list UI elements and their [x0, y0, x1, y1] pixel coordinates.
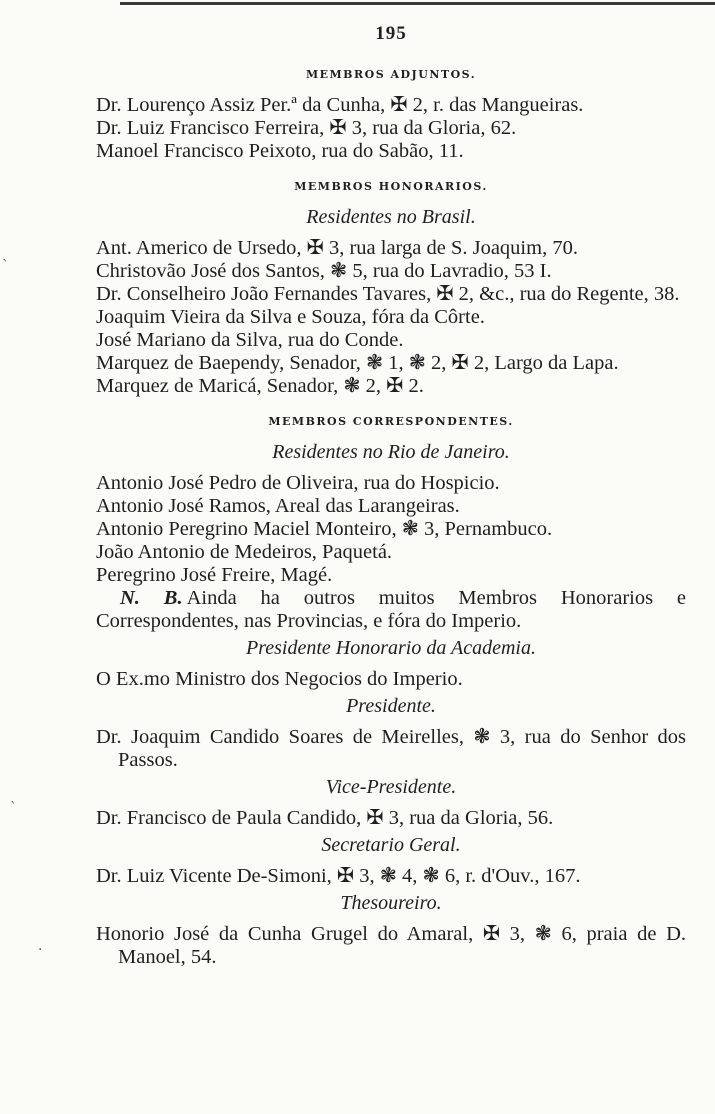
list-item: Dr. Luiz Francisco Ferreira, ✠ 3, rua da Gloria, 62. [96, 117, 517, 139]
office-title: Thesoureiro. [340, 892, 442, 914]
document-page [96, 20, 686, 969]
list-item: Dr. Joaquim Candido Soares de Meirelles, ❃ 3, rua do Senhor dos Passos. [96, 726, 686, 771]
nb-text: Ainda ha outros muitos Membros Honorarios e Correspondentes, nas Provincias, e fóra do Imperio. [96, 587, 687, 632]
list-item: Christovão José dos Santos, ❃ 5, rua do Lavradio, 53 I. [96, 260, 552, 282]
list-item: O Ex.mo Ministro dos Negocios do Imperio. [96, 668, 463, 690]
margin-mark: · [38, 942, 43, 958]
nb-label: N. B. [120, 587, 183, 609]
page-number: 195 [375, 23, 407, 44]
list-item: Ant. Americo de Ursedo, ✠ 3, rua larga de S. Joaquim, 70. [96, 237, 578, 259]
office-title: Secretario Geral. [321, 834, 461, 856]
top-rule [120, 2, 715, 8]
list-item: Dr. Francisco de Paula Candido, ✠ 3, rua da Gloria, 56. [96, 807, 554, 829]
section-membros-adjuntos [96, 63, 686, 163]
list-item: Joaquim Vieira da Silva e Souza, fóra da Côrte. [96, 306, 485, 328]
office-title: Vice-Presidente. [325, 776, 457, 798]
list-item: Dr. Luiz Vicente De-Simoni, ✠ 3, ❃ 4, ❃ 6, r. d'Ouv., 167. [96, 865, 581, 887]
list-item: Marquez de Baependy, Senador, ❃ 1, ❃ 2, ✠ 2, Largo da Lapa. [96, 352, 619, 374]
list-item: Antonio José Pedro de Oliveira, rua do Hospicio. [96, 472, 500, 494]
section-subheading: Residentes no Rio de Janeiro. [272, 441, 510, 463]
list-item: Antonio José Ramos, Areal das Larangeiras. [96, 495, 460, 517]
section-heading: MEMBROS CORRESPONDENTES. [268, 415, 514, 428]
office-title: Presidente Honorario da Academia. [246, 637, 536, 659]
list-item: Dr. Lourenço Assiz Per.ª da Cunha, ✠ 2, r. das Mangueiras. [96, 94, 584, 116]
offices [96, 637, 686, 969]
margin-mark: ˋ [10, 800, 17, 816]
margin-mark: ˋ [2, 258, 9, 274]
list-item: Marquez de Maricá, Senador, ❃ 2, ✠ 2. [96, 375, 424, 397]
list-item: Peregrino José Freire, Magé. [96, 564, 333, 586]
nota-bene [96, 587, 686, 633]
section-heading: MEMBROS ADJUNTOS. [305, 68, 477, 81]
list-item: Honorio José da Cunha Grugel do Amaral, ✠ 3, ❃ 6, praia de D. Manoel, 54. [96, 923, 686, 968]
section-membros-honorarios [96, 175, 686, 398]
list-item: Dr. Conselheiro João Fernandes Tavares, ✠ 2, &c., rua do Regente, 38. [96, 283, 680, 305]
office-title: Presidente. [346, 695, 436, 717]
list-item: Antonio Peregrino Maciel Monteiro, ❃ 3, Pernambuco. [96, 518, 553, 540]
section-heading: MEMBROS HONORARIOS. [294, 180, 488, 193]
list-item: José Mariano da Silva, rua do Conde. [96, 329, 404, 351]
list-item: Manoel Francisco Peixoto, rua do Sabão, 11. [96, 140, 464, 162]
section-membros-correspondentes [96, 410, 686, 633]
list-item: João Antonio de Medeiros, Paquetá. [96, 541, 393, 563]
section-subheading: Residentes no Brasil. [306, 206, 476, 228]
